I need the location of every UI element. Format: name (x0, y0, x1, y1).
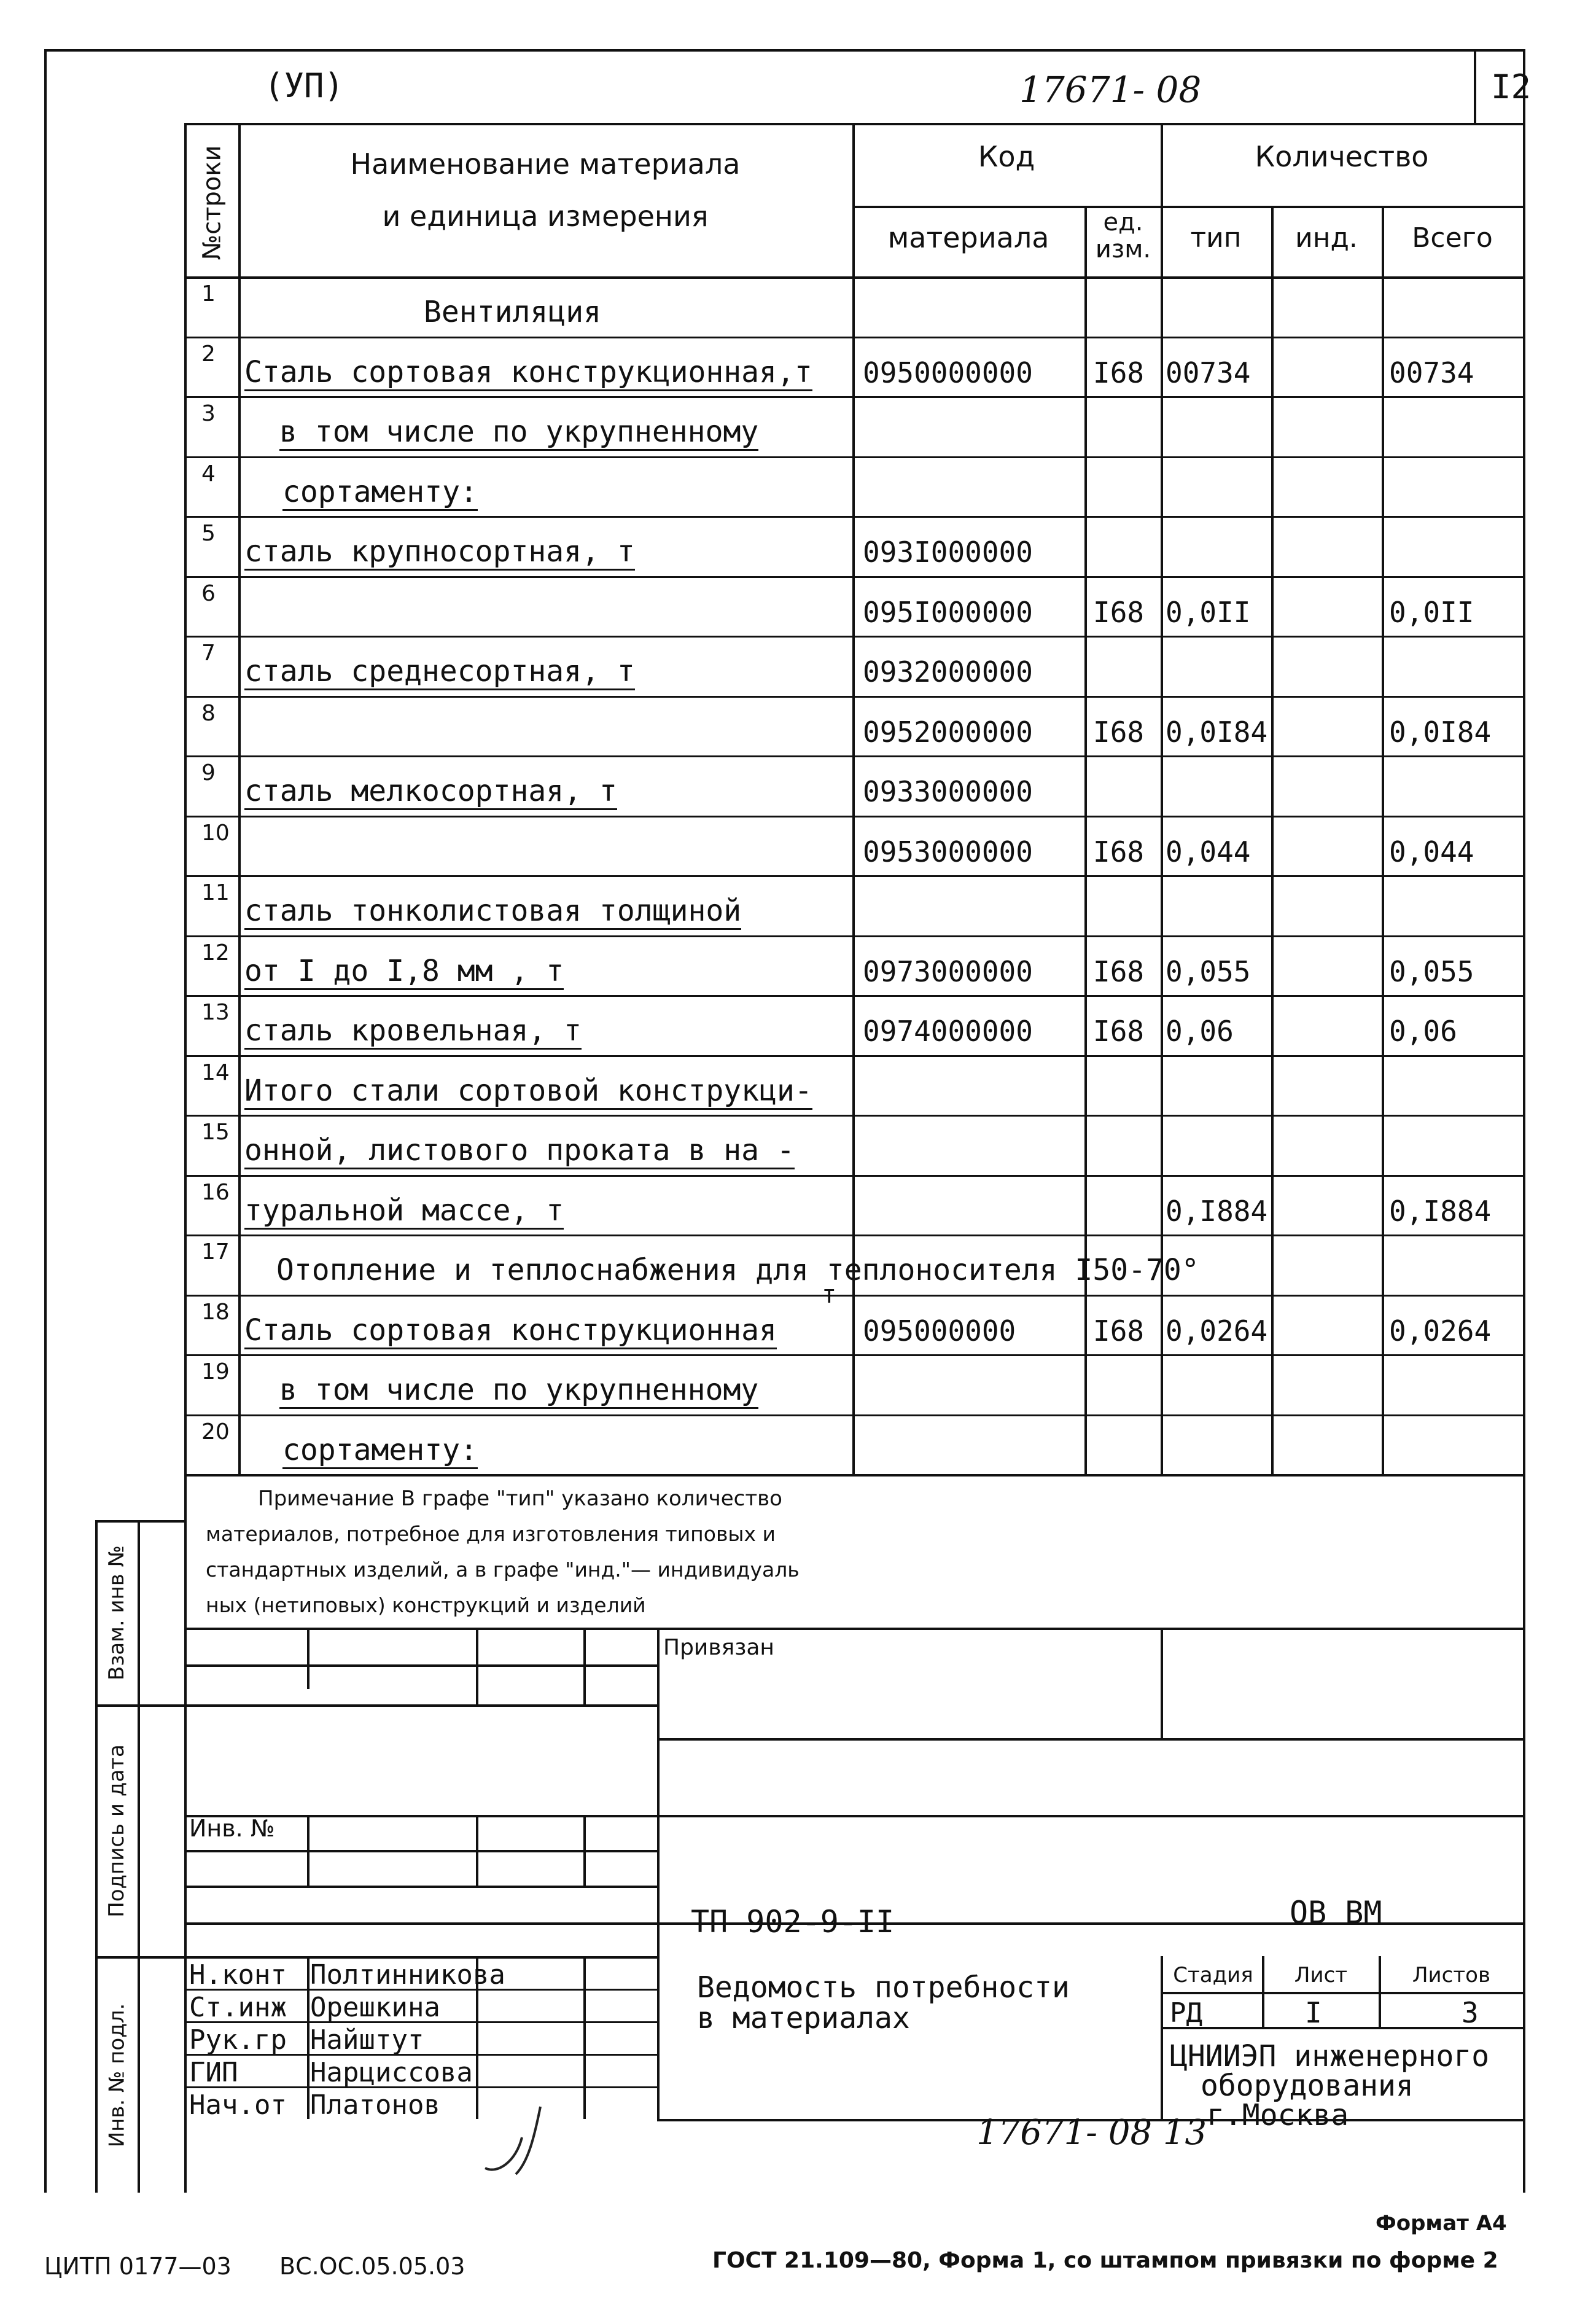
inv-no-label: Инв. № (189, 1815, 275, 1842)
row-unit: I68 (1093, 954, 1145, 988)
row-number: 7 (201, 641, 216, 666)
code-ref: (УП) (264, 66, 345, 105)
side-vzam (97, 1523, 136, 1703)
row-separator (184, 1235, 1523, 1236)
row-number: 4 (201, 461, 216, 486)
row-total: 0,0II (1389, 595, 1474, 629)
row-total: 0,0I84 (1389, 715, 1492, 749)
table-bottom (184, 1474, 1523, 1476)
side-div-1 (95, 1704, 184, 1707)
row-separator (184, 516, 1523, 518)
note-line-3: стандартных изделий, а в графе "инд."— индивидуаль (206, 1558, 800, 1582)
row-name: сталь тонколистовая толщиной (244, 894, 741, 930)
row-code: 095000000 (863, 1314, 1016, 1348)
org-line-2: оборудования (1201, 2069, 1414, 2103)
row-code: 0953000000 (863, 835, 1033, 868)
stamp-left (184, 1474, 187, 2193)
note-line-4: ных (нетиповых) конструкций и изделий (206, 1593, 646, 1617)
row-type: 0,044 (1166, 835, 1251, 868)
row-separator (184, 1414, 1523, 1416)
qty-ind-header: инд. (1295, 222, 1358, 254)
qty-type-header: тип (1190, 222, 1242, 254)
row-separator (184, 875, 1523, 877)
row-total: 0,0264 (1389, 1314, 1492, 1348)
stamp-right (1523, 1474, 1525, 2119)
row-number: 13 (201, 1000, 230, 1025)
header-subline (852, 206, 1523, 208)
signer-name: Платонов (310, 2089, 440, 2121)
stamp-grid-h (184, 1850, 657, 1852)
row-number: 11 (201, 880, 230, 905)
signer-role: ГИП (189, 2057, 238, 2088)
stage-header: Стадия (1173, 1963, 1253, 1987)
stamp-grid-v (307, 1628, 309, 1689)
stamp-grid-h (184, 1815, 1523, 1817)
stamp-grid-v (583, 1628, 586, 1704)
row-code: 093I000000 (863, 536, 1033, 569)
row-name: сталь крупносортная, т (244, 534, 635, 571)
row-number: 17 (201, 1239, 230, 1265)
row-type: 0,055 (1166, 954, 1251, 988)
row-number: 8 (201, 700, 216, 726)
row-number: 10 (201, 820, 230, 846)
row-number: 20 (201, 1419, 230, 1445)
row-code: 0974000000 (863, 1015, 1033, 1048)
signer-role: Рук.гр (189, 2024, 287, 2056)
footer-left-1: ЦИТП 0177—03 (44, 2253, 232, 2280)
stamp-grid-h (184, 1886, 657, 1888)
sheet-divider (1474, 49, 1476, 123)
row-name: туральной массе, т (244, 1193, 564, 1230)
doc-mark: ОВ ВМ (1290, 1895, 1382, 1930)
row-separator (184, 576, 1523, 578)
row-number: 6 (201, 580, 216, 606)
signer-name: Найштут (310, 2024, 424, 2056)
stamp-grid-v (1161, 1956, 1163, 2119)
sheet-value: I (1305, 1996, 1322, 2029)
row-total: 0,06 (1389, 1015, 1457, 1048)
row-separator (184, 1115, 1523, 1117)
stamp-grid-h (184, 1704, 657, 1707)
signer-role: Ст.инж (189, 1992, 287, 2023)
row-number: 5 (201, 521, 216, 546)
sheets-value: 3 (1462, 1996, 1479, 2029)
row-number: 2 (201, 341, 216, 367)
row-code: 0952000000 (863, 715, 1033, 749)
row-type: 00734 (1166, 356, 1251, 389)
note-line-2: материалов, потребное для изготовления типовых и (206, 1522, 776, 1546)
row-name: сталь кровельная, т (244, 1013, 582, 1050)
doc-title-2: в материалах (697, 2001, 910, 2035)
row-unit: I68 (1093, 1015, 1145, 1048)
sheet-header: Лист (1294, 1963, 1348, 1987)
stamp-grid-h (1161, 1992, 1523, 1994)
row-total: 0,I884 (1389, 1194, 1492, 1228)
row-type: 0,0I84 (1166, 715, 1268, 749)
side-inv-podl (97, 1959, 136, 2191)
row-separator (184, 636, 1523, 638)
signer-role: Н.конт (189, 1959, 287, 1991)
rowno-header (187, 132, 236, 273)
row-unit: I68 (1093, 1314, 1145, 1348)
signer-name: Нарциссова (310, 2057, 473, 2088)
row-separator (184, 1295, 1523, 1297)
stamp-grid-v (583, 1815, 586, 1886)
code-material-header: материала (887, 221, 1049, 254)
row-number: 14 (201, 1059, 230, 1085)
stamp-grid-v (1161, 1628, 1163, 1738)
stamp-grid-v (583, 1956, 586, 2119)
signer-name: Орешкина (310, 1992, 440, 2023)
row-separator (184, 696, 1523, 698)
row-separator (184, 396, 1523, 398)
table-left (184, 123, 187, 1474)
row-name: Сталь сортовая конструкционная (244, 1313, 777, 1349)
qty-header: Количество (1255, 140, 1429, 173)
row-separator (184, 935, 1523, 937)
header-bottom (184, 276, 1523, 279)
row-unit: I68 (1093, 835, 1145, 868)
qty-total-header: Всего (1412, 222, 1493, 254)
left-border (44, 49, 47, 2193)
row-separator (184, 995, 1523, 997)
row-total: 00734 (1389, 356, 1474, 389)
signer-name: Полтинникова (310, 1959, 505, 1991)
row-code: 0973000000 (863, 954, 1033, 988)
row-unit: I68 (1093, 715, 1145, 749)
row-unit: I68 (1093, 356, 1145, 389)
row-number: 9 (201, 760, 216, 786)
org-line-1: ЦНИИЭП инженерного (1170, 2039, 1490, 2073)
format-label: Формат А4 (1376, 2211, 1507, 2236)
stamp-grid-v (476, 1628, 478, 1704)
row-number: 16 (201, 1179, 230, 1205)
sheets-header: Листов (1412, 1963, 1490, 1987)
stamp-grid-h (184, 1956, 657, 1959)
rowno-label: №строки (198, 145, 227, 260)
row-name: в том числе по укрупненному (279, 1373, 758, 1409)
row-separator (184, 337, 1523, 338)
row-type: 0,0264 (1166, 1314, 1268, 1348)
sheet-number: I2 (1491, 68, 1532, 106)
name-header-2: и единица измерения (382, 200, 709, 233)
row-name: сортаменту: (282, 1433, 478, 1469)
row-name: от I до I,8 мм , т (244, 954, 564, 990)
stamp-top (184, 1628, 1523, 1630)
footer-left-2: ВС.ОС.05.05.03 (279, 2253, 465, 2280)
row-type: 0,0II (1166, 595, 1251, 629)
stamp-grid-v (307, 1815, 309, 1886)
signer-role: Нач.от (189, 2089, 287, 2121)
row-separator (184, 456, 1523, 458)
side-podpis (97, 1707, 136, 1954)
row-number: 12 (201, 940, 230, 965)
row-name: онной, листового проката в на - (244, 1133, 795, 1169)
row-number: 3 (201, 401, 216, 426)
row-code: 0950000000 (863, 356, 1033, 389)
header-line (184, 123, 1525, 125)
code-unit-header: ед. изм. (1095, 208, 1151, 263)
side-vzam-label: Взам. инв № (104, 1545, 130, 1681)
note-line-1: Примечание В графе "тип" указано количество (258, 1486, 782, 1511)
row-type: 0,I884 (1166, 1194, 1268, 1228)
row-separator (184, 1354, 1523, 1356)
signature-mark (473, 2101, 596, 2180)
stamp-grid-h (657, 1738, 1523, 1741)
row-name: сталь мелкосортная, т (244, 774, 617, 810)
side-podpis-label: Подпись и дата (104, 1744, 130, 1917)
stamp-grid-v (307, 1956, 309, 2119)
row-name: Вентиляция (424, 295, 601, 329)
row-number: 1 (201, 281, 216, 306)
row-code: 0933000000 (863, 775, 1033, 808)
side-strip-line-2 (138, 1520, 140, 2193)
row-number: 19 (201, 1359, 230, 1384)
name-header: Наименование материала (350, 147, 741, 181)
code-header: Код (978, 140, 1035, 173)
row-name: Сталь сортовая конструкционная,т (244, 355, 812, 391)
row-unit: I68 (1093, 595, 1145, 629)
doc-title-1: Ведомость потребности (697, 1970, 1070, 2005)
table-right (1523, 123, 1525, 1474)
row-total: 0,055 (1389, 954, 1474, 988)
row-separator (184, 816, 1523, 817)
row-number: 18 (201, 1299, 230, 1325)
stamp-grid-h (184, 1664, 657, 1667)
row-name: сталь среднесортная, т (244, 654, 635, 690)
side-div-2 (95, 1956, 184, 1959)
row-name: в том числе по укрупненному (279, 415, 758, 451)
side-inv-podl-label: Инв. № подл. (104, 2003, 130, 2148)
row-separator (184, 1055, 1523, 1057)
row-code: 0932000000 (863, 655, 1033, 688)
stamp-grid-v (476, 1815, 478, 1886)
stage-value: РД (1170, 1997, 1202, 2029)
unit-t-18: т (822, 1281, 837, 1309)
row-code: 095I000000 (863, 595, 1033, 629)
row-separator (184, 755, 1523, 757)
row-separator (184, 1175, 1523, 1177)
row-type: 0,06 (1166, 1015, 1234, 1048)
row-name: Итого стали сортовой конструкци- (244, 1074, 812, 1110)
doc-number: 17671- 08 (1019, 69, 1202, 111)
org-line-3: г.Москва (1207, 2098, 1349, 2132)
project-code: ТП 902-9-II (691, 1904, 895, 1940)
stamp-grid-v (657, 1628, 660, 2119)
row-name: сортаменту: (282, 475, 478, 511)
bottom-number: 17671- 08 13 (976, 2113, 1207, 2153)
row-number: 15 (201, 1120, 230, 1145)
privyazan-label: Привязан (663, 1635, 774, 1660)
col-line (238, 123, 241, 1474)
row-name: Отопление и теплоснабжения для теплоносителя I50-70° (276, 1253, 1199, 1287)
row-total: 0,044 (1389, 835, 1474, 868)
footer-gost: ГОСТ 21.109—80, Форма 1, со штампом привязки по форме 2 (712, 2248, 1498, 2273)
